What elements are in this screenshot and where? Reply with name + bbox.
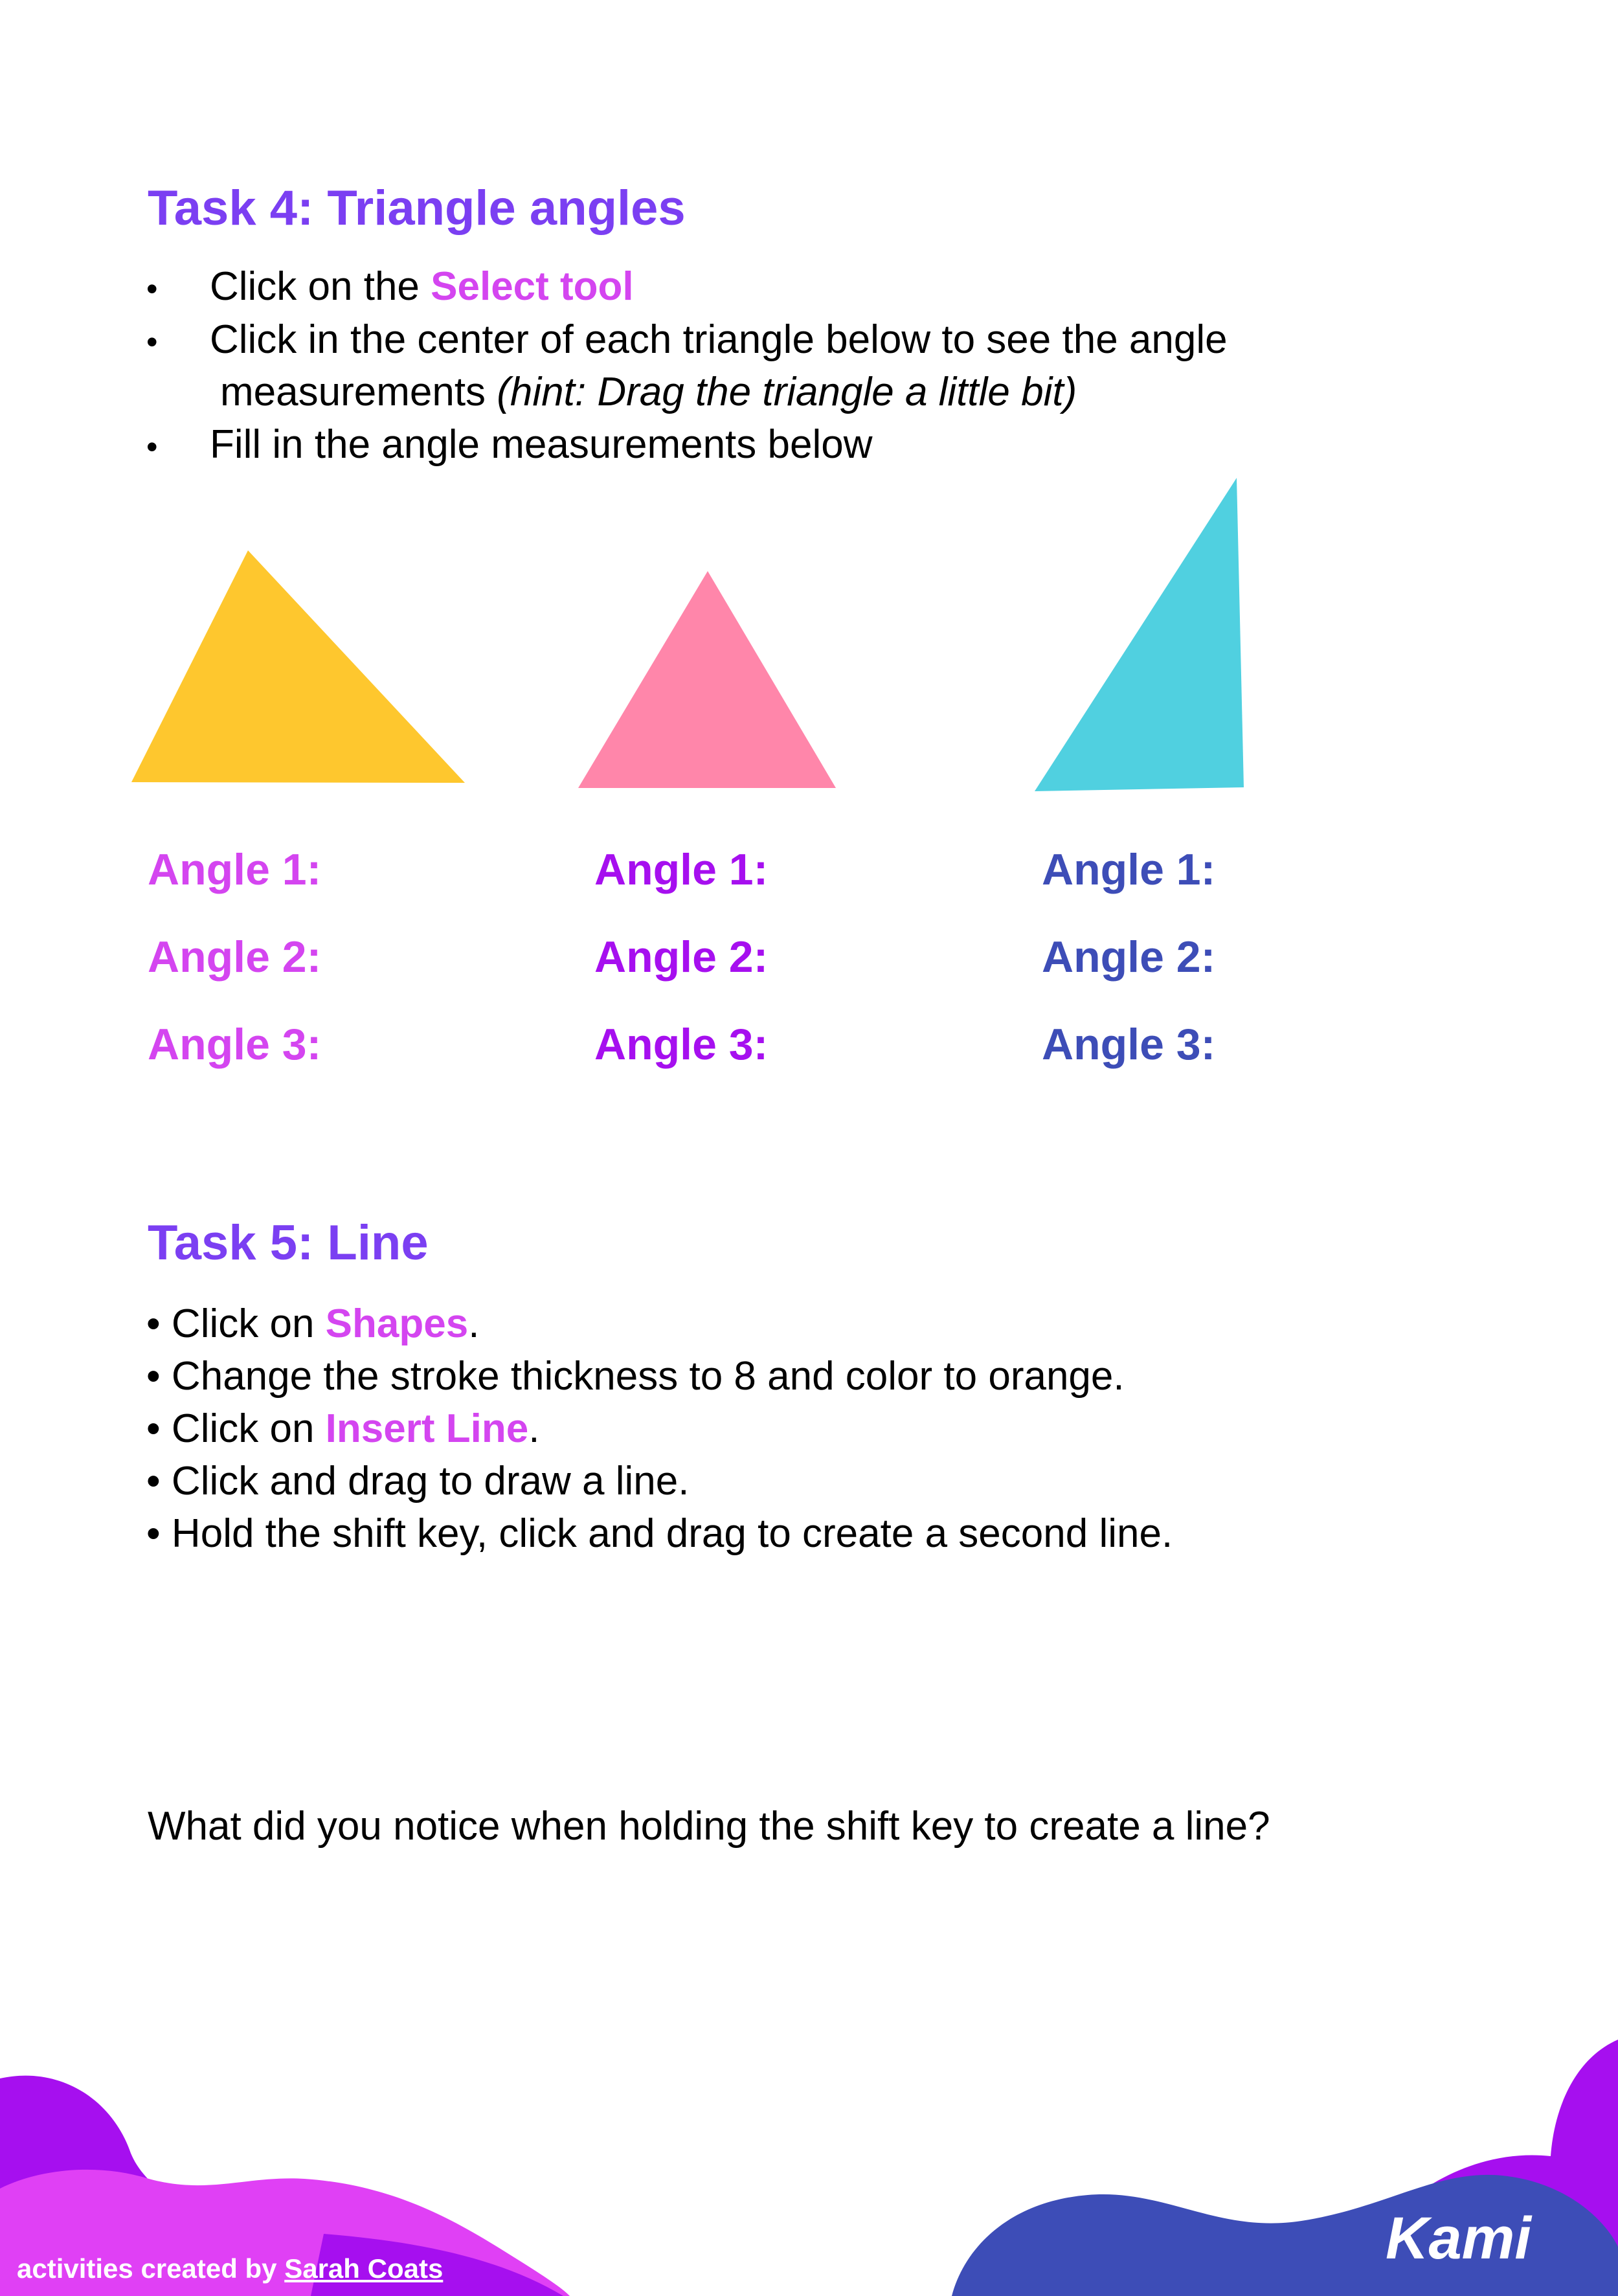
insert-line-highlight: Insert Line: [325, 1406, 529, 1451]
kami-logo: Kami: [1386, 2205, 1531, 2271]
cyan-triangle-shape[interactable]: [1035, 478, 1244, 791]
task5-title: Task 5: Line: [148, 1215, 429, 1270]
bullet-text-cont: measurements: [220, 370, 497, 414]
angle-2-col2: Angle 2:: [594, 932, 769, 982]
credit-prefix: activities created by: [17, 2253, 285, 2284]
bullet-text-end: .: [528, 1406, 540, 1451]
task5-bullet-2: • Change the stroke thickness to 8 and color to orange.: [146, 1354, 1125, 1399]
bullet-dot: •: [146, 429, 158, 465]
angle-2-col1: Angle 2:: [148, 932, 322, 982]
task5-bullet-1: [146, 1301, 480, 1346]
author-link[interactable]: Sarah Coats: [284, 2253, 444, 2284]
angle-2-col3: Angle 2:: [1042, 932, 1216, 982]
bullet-text: Click in the center of each triangle below to see the angle: [209, 317, 1228, 362]
bullet-text: • Click on: [146, 1301, 326, 1346]
task5-bullet-5: • Hold the shift key, click and drag to create a second line.: [146, 1511, 1173, 1556]
yellow-triangle-shape[interactable]: [131, 550, 465, 783]
task5-bullet-3: [146, 1406, 540, 1451]
select-tool-highlight: Select tool: [431, 264, 634, 309]
angle-3-col1: Angle 3:: [148, 1020, 322, 1069]
credit-line: [17, 2253, 443, 2284]
task4-title: Task 4: Triangle angles: [148, 181, 686, 236]
angle-3-col3: Angle 3:: [1042, 1020, 1216, 1069]
bullet-text-end: .: [468, 1301, 480, 1346]
bullet-text: Fill in the angle measurements below: [209, 422, 873, 467]
bullet-text: Click on the: [209, 264, 431, 309]
angle-3-col2: Angle 3:: [594, 1020, 769, 1069]
shift-key-question: What did you notice when holding the shift key to create a line?: [148, 1804, 1270, 1849]
angle-1-col2: Angle 1:: [594, 845, 769, 894]
pink-triangle-shape[interactable]: [578, 571, 836, 788]
shapes-highlight: Shapes: [325, 1301, 469, 1346]
angle-1-col3: Angle 1:: [1042, 845, 1216, 894]
bullet-text: • Click on: [146, 1406, 326, 1451]
angle-1-col1: Angle 1:: [148, 845, 322, 894]
hint-text: (hint: Drag the triangle a little bit): [497, 370, 1077, 414]
bullet-dot: •: [146, 324, 158, 360]
task5-bullet-4: • Click and drag to draw a line.: [146, 1459, 690, 1503]
bullet-dot: •: [146, 271, 158, 307]
